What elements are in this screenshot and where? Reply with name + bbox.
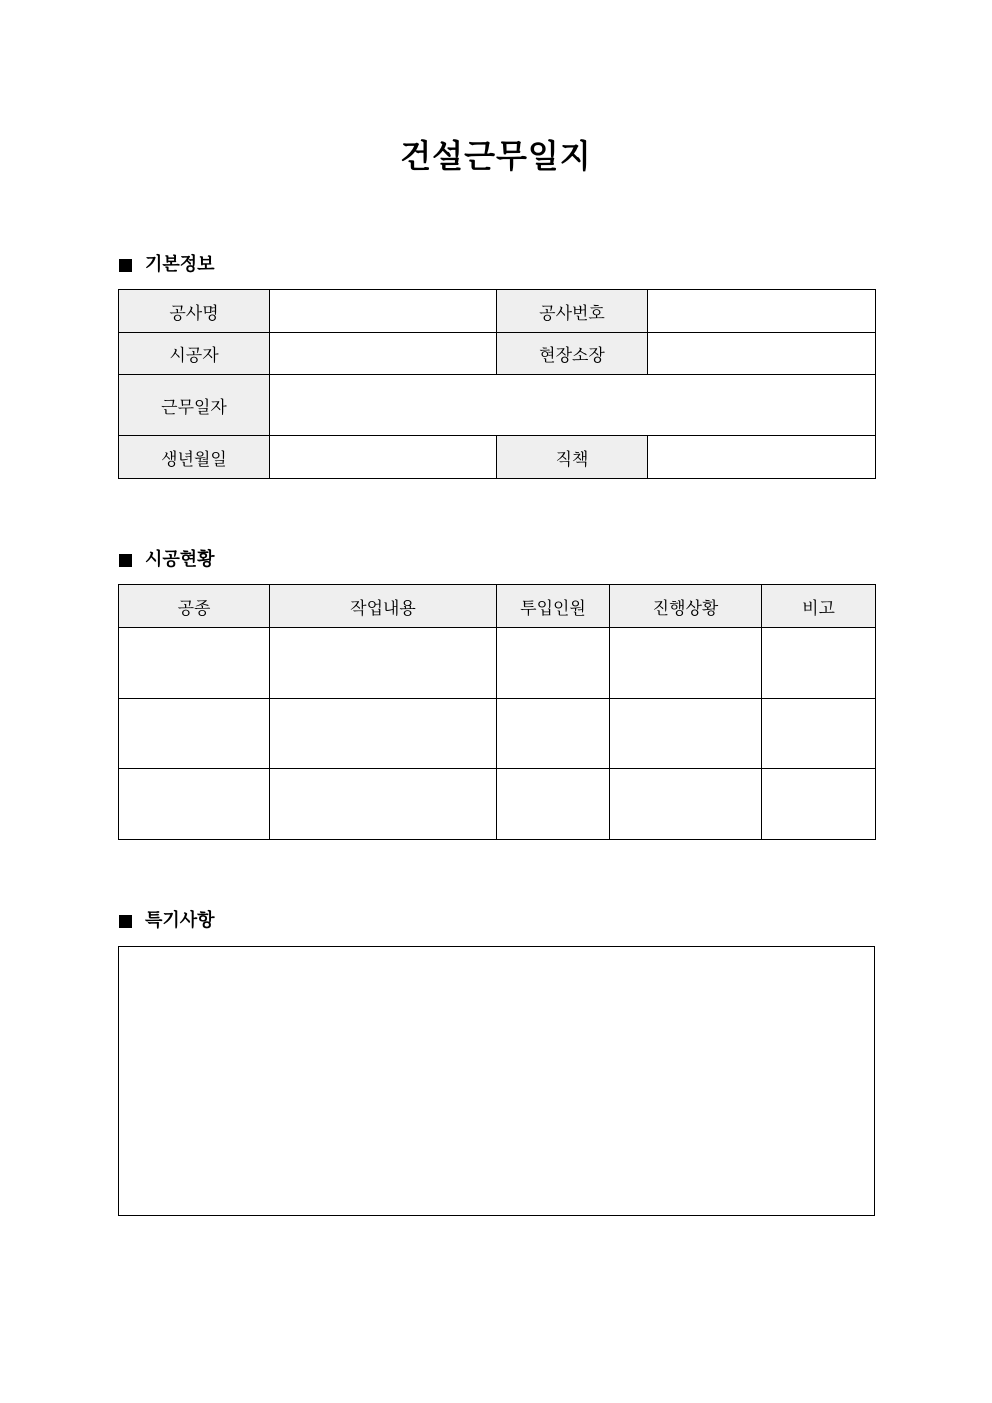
cell-work-content[interactable]: [270, 628, 497, 699]
basic-info-table: [118, 289, 876, 479]
column-header-progress: 진행상황: [610, 585, 762, 628]
section-heading-label: 시공현황: [145, 549, 215, 570]
cell-remarks[interactable]: [762, 628, 876, 699]
page-title: 건설근무일지: [400, 137, 592, 175]
table-row: [119, 375, 876, 436]
column-header-workers: 투입인원: [497, 585, 610, 628]
section-heading-special-notes: [119, 909, 215, 933]
cell-work-type[interactable]: [119, 628, 270, 699]
table-row: [119, 769, 876, 840]
field-contractor[interactable]: [270, 333, 497, 375]
column-header-work-type: 공종: [119, 585, 270, 628]
table-row: [119, 290, 876, 333]
cell-progress[interactable]: [610, 699, 762, 769]
special-notes-field[interactable]: [118, 946, 875, 1216]
cell-workers[interactable]: [497, 769, 610, 840]
cell-progress[interactable]: [610, 628, 762, 699]
cell-work-type[interactable]: [119, 769, 270, 840]
square-bullet-icon: [119, 915, 132, 928]
cell-remarks[interactable]: [762, 769, 876, 840]
label-work-date: 근무일자: [119, 375, 270, 436]
cell-work-type[interactable]: [119, 699, 270, 769]
field-site-manager[interactable]: [648, 333, 876, 375]
cell-work-content[interactable]: [270, 769, 497, 840]
column-header-remarks: 비고: [762, 585, 876, 628]
cell-workers[interactable]: [497, 628, 610, 699]
label-contractor: 시공자: [119, 333, 270, 375]
field-birth-date[interactable]: [270, 436, 497, 479]
cell-remarks[interactable]: [762, 699, 876, 769]
label-project-number: 공사번호: [497, 290, 648, 333]
table-row: [119, 699, 876, 769]
table-row: [119, 436, 876, 479]
label-position: 직책: [497, 436, 648, 479]
label-project-name: 공사명: [119, 290, 270, 333]
field-position[interactable]: [648, 436, 876, 479]
construction-status-table: [118, 584, 876, 840]
table-row: [119, 333, 876, 375]
section-heading-construction-status: [119, 548, 215, 572]
section-heading-basic-info: [119, 253, 215, 277]
field-work-date[interactable]: [270, 375, 876, 436]
square-bullet-icon: [119, 259, 132, 272]
label-site-manager: 현장소장: [497, 333, 648, 375]
section-heading-label: 특기사항: [145, 910, 215, 931]
field-project-name[interactable]: [270, 290, 497, 333]
field-project-number[interactable]: [648, 290, 876, 333]
column-header-work-content: 작업내용: [270, 585, 497, 628]
cell-work-content[interactable]: [270, 699, 497, 769]
table-row: [119, 628, 876, 699]
table-header-row: [119, 585, 876, 628]
cell-progress[interactable]: [610, 769, 762, 840]
label-birth-date: 생년월일: [119, 436, 270, 479]
section-heading-label: 기본정보: [145, 254, 215, 275]
cell-workers[interactable]: [497, 699, 610, 769]
square-bullet-icon: [119, 554, 132, 567]
